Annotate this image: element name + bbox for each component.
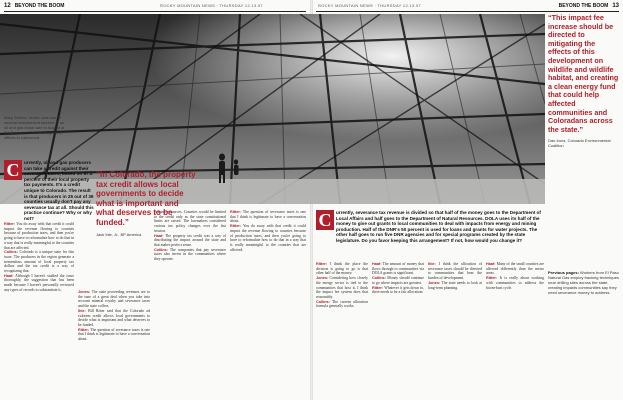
left-pull-quote [96,170,196,237]
right-question-lead: urrently, severance tax revenue is divided so that half of the money goes to the Department of Local Affairs and half goes to the Department of Natural Resources. DOLA uses its half of the money to give out grants to local communities to deal with impacts from energy and mining production. Half of the DNR's 50 percent is used for loans and grants for water projects. The other half goes to run five DNR agencies and for special programs created by the state legislature. Do you favor keeping this arrangement? If not, how would you change it? [336,210,541,243]
paragraph: Jones: The state proceeding revenues are to the tune of a great deal when you take into account mineral royalty and severance taxes and the state coffers. [78,290,150,309]
left-column-2 [78,290,150,394]
previous-pages-note [548,270,620,295]
left-running-head: ROCKY MOUNTAIN NEWS · THURSDAY 12.13.07 [160,3,263,8]
right-top-pull-quote [548,14,620,204]
right-column-4 [486,262,544,396]
paragraph: Ritter: You do away with that credit it could impact the revenue flowing to counties because of production taxes, and then you're going to have to reformulate how to do that in a way that is really meaningful to the counties that are affected. [230,224,306,252]
paragraph: Ihle: I think the allocation of severance taxes should be directed to communities that bear the burden of development. [428,262,482,281]
right-dropcap: C [316,210,334,230]
paragraph: Collins: The companies that pay severance taxes also invest in the communities where they operate. [154,247,226,262]
paragraph: Ritter: It is really about working with communities to address the boom-bust cycle. [486,276,544,290]
right-folio [559,2,619,10]
paragraph: Ihle: Bill Ritter said that the Colorado ad valorem credit allows local governments to decide what is important and what deserves to be funded. [78,308,150,327]
pull-quote-text: “This impact fee increase should be directed to mitigating the effects of this development on wildlife and wildlife habitat, and creating a clean energy fund that could help affected communities and Coloradans across the state.” [548,13,619,134]
right-running-head: ROCKY MOUNTAIN NEWS · THURSDAY 12.13.07 [318,3,421,8]
right-top-rule [316,11,619,12]
paragraph: Ritter: I think the place the division is going to go is that other half of the money. [316,262,368,276]
paragraph: Jones: Considering how closely the energy sector is tied to the communities that host it, I think the impact fee system does that reasonably. [316,276,368,299]
photo-caption: Mary Sellers, center, was one of several independent ladders at an oil and gas lease sale in August at the Bureau of Land Management offices in Lakewood. [4,115,65,140]
right-column-2 [372,262,424,396]
paragraph: Ritter: You do away with that credit it could impact the revenue flowing to counties because of production taxes, and then you're going to have to reformulate how to do that in a way that is really meaningful to the counties that are affected. [4,222,74,250]
paragraph: Ritter: Whatever it gets down to, there needs to be a fair allocation. [372,285,424,295]
paragraph: Jones: The state needs to look at long-term planning. [428,280,482,290]
left-column-4 [230,210,306,394]
left-column-3 [154,210,226,394]
photo-caption-block [4,115,66,142]
paragraph: Collins: Money should continue to go where impacts are greatest. [372,276,424,285]
left-question-lead: urrently, oil and gas producers can take a credit against their severance taxes, based on 87.5 percent of their local property tax payments. It's a credit unique to Colorado. The result is that producers in 25 out of 39 counties usually don't pay any severance tax at all. Should this practice continue? Why or why not? [24,160,94,221]
pull-quote-attribution: Jack Ihle, Jr., BP America [96,231,142,237]
left-column-1 [4,222,74,394]
left-page-number: 12 [4,3,11,9]
pull-quote-attribution: Dan Irons, Colorado Environmental Coalition [548,138,611,149]
previous-pages-label: Previous pages: [548,270,579,275]
left-dropcap: C [4,160,22,180]
paragraph: Ritter: The question of severance taxes is one that I think is legitimate to have a conversation about. [230,210,306,224]
paragraph: cultural resources. Counties would be limited to the credit only as the state constitutional limits are raised. The lawmakers considered various tax policy changes over the last session. [154,210,226,233]
left-section-label: BEYOND THE BOOM [14,3,65,9]
right-page-number: 13 [612,3,619,9]
paragraph: Ritter: The question of severance taxes is one that I think is legitimate to have a conversation about. [78,327,150,342]
paragraph: Haaf: Many of the small counties are affected differently than the metro areas. [486,262,544,276]
paragraph: Collins: Colorado is a unique state for this issue. The producers in the region generate a tremendous amount of local property tax dollars and the tax credit is a way of recognizing that. [4,250,74,274]
paragraph: Haaf: Although I haven't studied the issue thoroughly, the suggestion that has been made because I haven't personally reviewed any types of records to substantiate it. [4,273,74,292]
paragraph: Haaf: The property tax credit was a way of distributing the impact around the state and that makes perfect sense. [154,233,226,247]
right-column-3 [428,262,482,396]
previous-pages-text: Workers from El Paso Natural Gas employ fracking techniques near drilling sites across the state, creating impacts communities say they need severance money to address. [548,270,619,295]
left-top-rule [4,11,306,12]
left-folio [4,2,64,10]
pull-quote-text: “In Colorado, the property tax credit allows local governments to decide what is important and what deserves to be funded.” [96,170,196,227]
paragraph: Collins: The current allocation formula generally works. [316,299,368,309]
paragraph: Haaf: The amount of money that flows through to communities via DOLA grants is significant. [372,262,424,276]
right-section-label: BEYOND THE BOOM [558,3,609,9]
right-column-1 [316,262,368,396]
